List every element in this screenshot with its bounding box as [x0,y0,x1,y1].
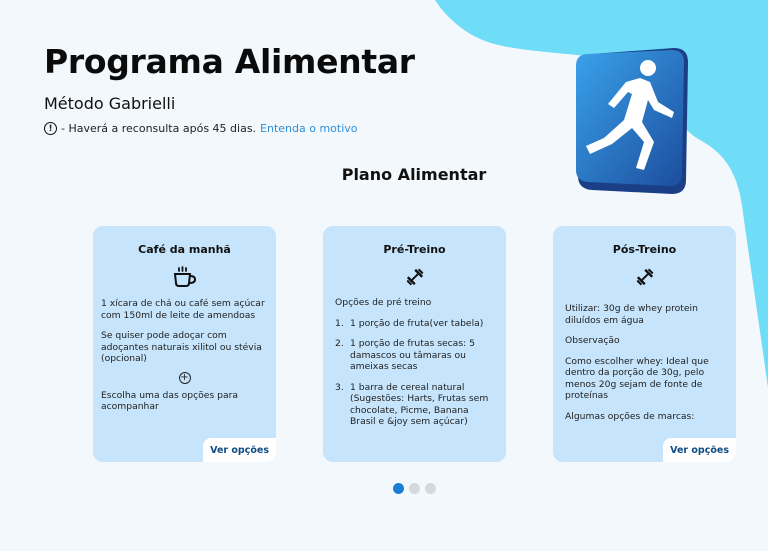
meal-card-pre-workout [323,226,506,462]
card-text: 1 xícara de chá ou café sem açúcar com 150ml de leite de amendoas [101,298,265,321]
list-item: 3. 1 barra de cereal natural (Sugestões: Harts, Frutas sem chocolate, Picme, Banana Brasil e &joy sem açúcar) [335,381,489,427]
pagination-dot[interactable] [409,483,420,494]
card-text: Como escolher whey: Ideal que dentro da porção de 30g, pelo menos 20g sejam de fonte de proteínas [565,355,709,401]
meal-card-breakfast [93,226,276,462]
carousel-pagination [393,483,436,494]
card-text: Observação [565,335,620,346]
card-title: Café da manhã [138,243,231,256]
reconsult-notice [44,122,358,135]
meal-card-post-workout [553,226,736,462]
dumbbell-icon [553,266,736,288]
notice-text: - Haverá a reconsulta após 45 dias. [61,122,257,135]
card-title: Pré-Treino [383,243,446,256]
card-text: Utilizar: 30g de whey protein diluídos em água [565,303,698,326]
see-options-button[interactable]: Ver opções [203,438,276,462]
info-circle-icon: ! [44,122,57,135]
card-text: Se quiser pode adoçar com adoçantes naturais xilitol ou stévia (opcional) [101,330,262,364]
list-item: 1. 1 porção de fruta(ver tabela) [335,317,484,329]
pagination-dot[interactable] [393,483,404,494]
card-text: Opções de pré treino [335,297,432,308]
plus-circle-icon[interactable]: + [180,371,189,383]
page-subtitle: Método Gabrielli [44,94,176,113]
page-title: Programa Alimentar [44,42,415,81]
see-options-button[interactable]: Ver opções [663,438,736,462]
notice-link[interactable]: Entenda o motivo [260,122,358,135]
section-title: Plano Alimentar [341,165,487,184]
list-item: 2. 1 porção de frutas secas: 5 damascos ou tâmaras ou ameixas secas [335,338,475,372]
card-text: Escolha uma das opções para acompanhar [101,389,239,412]
pre-workout-list [335,318,494,428]
coffee-cup-icon [93,266,276,288]
card-title: Pós-Treino [612,243,677,256]
pagination-dot[interactable] [425,483,436,494]
card-text: Algumas opções de marcas: [565,410,695,422]
dumbbell-icon [323,266,506,288]
